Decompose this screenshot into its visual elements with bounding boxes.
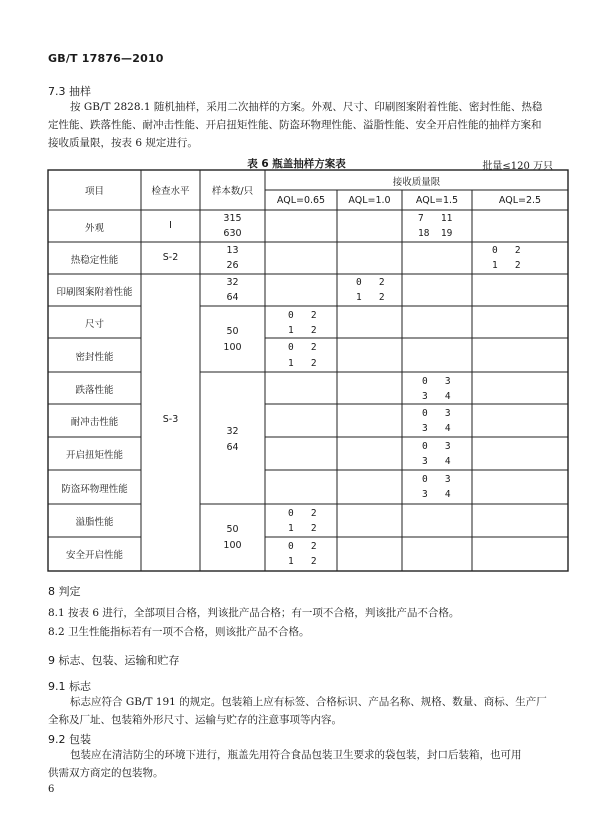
item-opening-torque: 开启扭矩性能 bbox=[65, 450, 123, 461]
batch-size-note: 批量≤120 万只 bbox=[482, 161, 553, 172]
sample-64-print: 64 bbox=[226, 292, 239, 303]
sample-64-b: 64 bbox=[226, 442, 239, 453]
section-7-3-line-3: 接收质量限，按表 6 规定进行。 bbox=[48, 137, 198, 149]
sample-50-a: 50 bbox=[226, 326, 239, 337]
ring-aql15-first: 0 3 bbox=[422, 474, 451, 485]
level-S-2: S-2 bbox=[162, 252, 179, 263]
size-aql065-first: 0 2 bbox=[288, 310, 317, 321]
ring-aql15-second: 3 4 bbox=[422, 489, 451, 500]
safe-aql065-second: 1 2 bbox=[288, 556, 317, 567]
section-8-2: 8.2 卫生性能指标若有一项不合格，则该批产品不合格。 bbox=[48, 626, 310, 638]
grease-aql065-second: 1 2 bbox=[288, 523, 317, 534]
section-7-3-title: 7.3 抽样 bbox=[48, 85, 91, 98]
header-aql-group: 接收质量限 bbox=[392, 177, 441, 188]
appearance-aql15-first: 7 11 bbox=[418, 213, 453, 224]
sample-13: 13 bbox=[226, 245, 239, 256]
level-S-3: S-3 bbox=[162, 414, 179, 425]
section-9-2-title: 9.2 包装 bbox=[48, 733, 91, 746]
page-number: 6 bbox=[48, 784, 55, 795]
header-aql-10: AQL=1.0 bbox=[348, 195, 391, 206]
seal-aql065-first: 0 2 bbox=[288, 342, 317, 353]
section-9-2-line-1: 包装应在清洁防尘的环境下进行，瓶盖先用符合食品包装卫生要求的袋包装，封口后装箱，也可用 bbox=[70, 749, 522, 761]
section-9-2-line-2: 供需双方商定的包装物。 bbox=[48, 767, 164, 779]
item-appearance: 外观 bbox=[84, 223, 104, 234]
standard-code-header: GB/T 17876—2010 bbox=[48, 52, 164, 65]
item-tamper-ring: 防盗环物理性能 bbox=[61, 484, 128, 495]
safe-aql065-first: 0 2 bbox=[288, 541, 317, 552]
header-aql-15: AQL=1.5 bbox=[415, 195, 459, 206]
section-7-3-line-2: 定性能、跌落性能、耐冲击性能、开启扭矩性能、防盗环物理性能、溢脂性能、安全开启性能的抽样方案和 bbox=[48, 119, 542, 131]
sample-32-print: 32 bbox=[226, 277, 239, 288]
torque-aql15-first: 0 3 bbox=[422, 441, 451, 452]
sample-315: 315 bbox=[223, 213, 242, 224]
item-drop: 跌落性能 bbox=[75, 385, 114, 396]
section-9-title: 9 标志、包装、运输和贮存 bbox=[48, 654, 180, 667]
item-sealing: 密封性能 bbox=[75, 352, 114, 363]
section-9-1-title: 9.1 标志 bbox=[48, 680, 91, 693]
item-safe-opening: 安全开启性能 bbox=[65, 550, 123, 561]
print-aql10-first: 0 2 bbox=[356, 277, 385, 288]
drop-aql15-first: 0 3 bbox=[422, 376, 451, 387]
section-8-title: 8 判定 bbox=[48, 585, 81, 598]
table-caption: 表 6 瓶盖抽样方案表 bbox=[247, 158, 346, 170]
seal-aql065-second: 1 2 bbox=[288, 358, 317, 369]
header-aql-25: AQL=2.5 bbox=[498, 195, 542, 206]
item-impact: 耐冲击性能 bbox=[70, 417, 119, 428]
sample-100-a: 100 bbox=[223, 342, 242, 353]
drop-aql15-second: 3 4 bbox=[422, 391, 451, 402]
header-inspection-level: 检查水平 bbox=[151, 186, 190, 197]
header-item: 项目 bbox=[84, 186, 104, 197]
item-print-adhesion: 印刷图案附着性能 bbox=[56, 287, 133, 298]
appearance-aql15-second: 18 19 bbox=[418, 228, 453, 239]
sample-100-b: 100 bbox=[223, 540, 242, 551]
sample-32-b: 32 bbox=[226, 426, 239, 437]
section-7-3-line-1: 按 GB/T 2828.1 随机抽样，采用二次抽样的方案。外观、尺寸、印刷图案附着性能、密封性能、热稳 bbox=[70, 101, 543, 113]
level-I: I bbox=[169, 220, 172, 231]
header-aql-065: AQL=0.65 bbox=[276, 195, 326, 206]
item-grease-overflow: 溢脂性能 bbox=[75, 517, 114, 528]
item-thermal-stability: 热稳定性能 bbox=[70, 255, 119, 266]
thermal-aql25-second: 1 2 bbox=[492, 260, 521, 271]
section-8-1: 8.1 按表 6 进行，全部项目合格，判该批产品合格；有一项不合格，判该批产品不合格。 bbox=[48, 607, 460, 619]
torque-aql15-second: 3 4 bbox=[422, 456, 451, 467]
sample-50-b: 50 bbox=[226, 524, 239, 535]
sample-630: 630 bbox=[223, 228, 242, 239]
grease-aql065-first: 0 2 bbox=[288, 508, 317, 519]
impact-aql15-second: 3 4 bbox=[422, 423, 451, 434]
item-dimension: 尺寸 bbox=[84, 319, 104, 330]
size-aql065-second: 1 2 bbox=[288, 325, 317, 336]
thermal-aql25-first: 0 2 bbox=[492, 245, 521, 256]
sample-26: 26 bbox=[226, 260, 239, 271]
print-aql10-second: 1 2 bbox=[356, 292, 385, 303]
header-sample-size: 样本数/只 bbox=[211, 186, 254, 197]
section-9-1-line-1: 标志应符合 GB/T 191 的规定。包装箱上应有标签、合格标识、产品名称、规格、数量、商标、生产厂 bbox=[70, 696, 547, 708]
section-9-1-line-2: 全称及厂址、包装箱外形尺寸、运输与贮存的注意事项等内容。 bbox=[48, 714, 342, 726]
impact-aql15-first: 0 3 bbox=[422, 408, 451, 419]
